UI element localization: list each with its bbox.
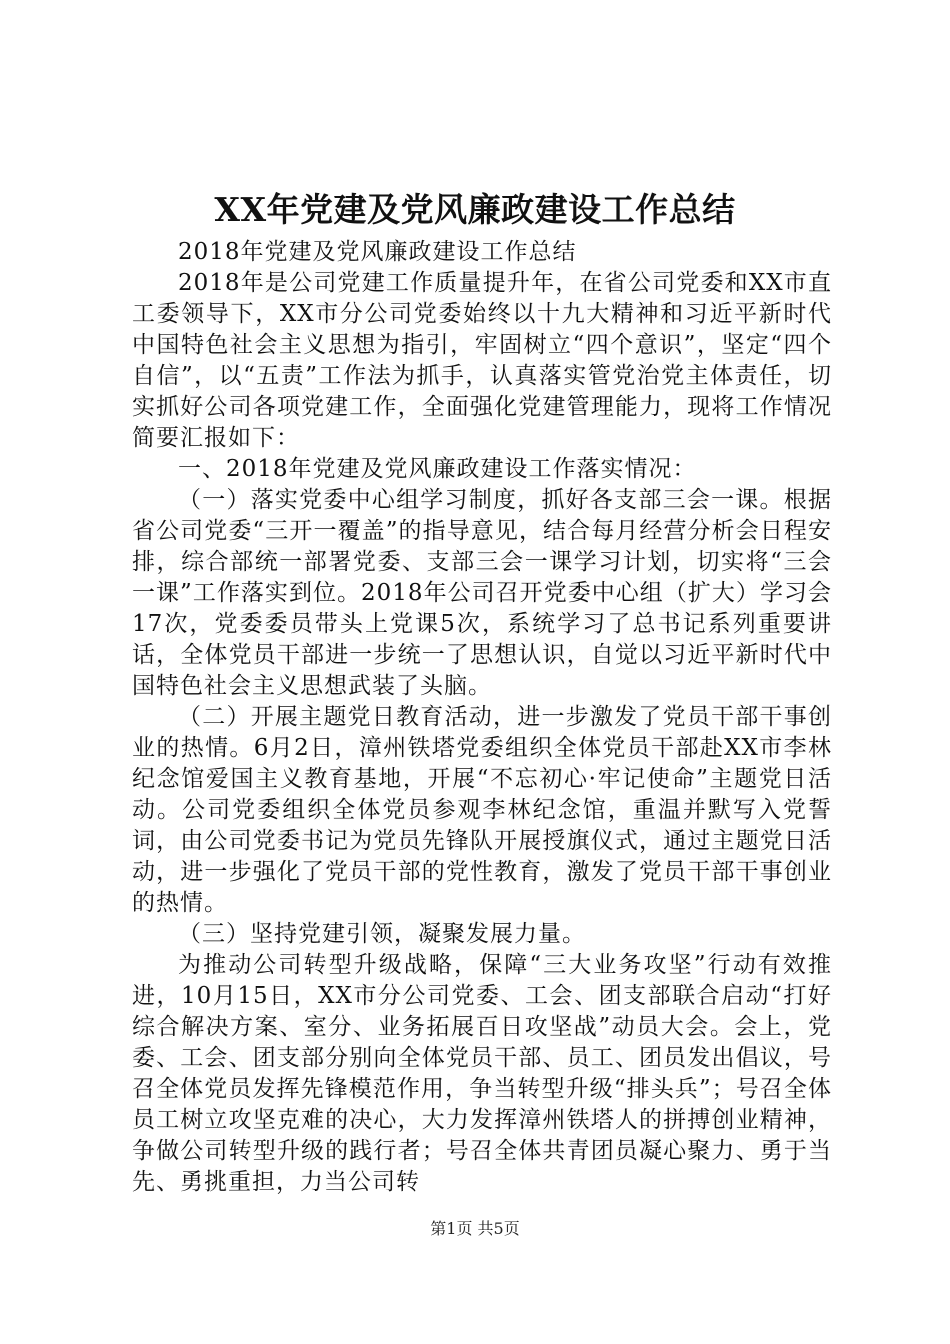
paragraph-intro: 2018年是公司党建工作质量提升年，在省公司党委和XX市直工委领导下，XX市分公司党委始终以十九大精神和习近平新时代中国特色社会主义思想为指引，牢固树立“四个意识”，坚定“四个自信”，以“五责”工作法为抓手，认真落实管党治党主体责任，切实抓好公司各项党建工作，全面强化党建管理能力，现将工作情况简要汇报如下： <box>132 270 832 451</box>
section-heading-1: 一、2018年党建及党风廉政建设工作落实情况： <box>178 456 697 482</box>
paragraph-item-3-body: 为推动公司转型升级战略，保障“三大业务攻坚”行动有效推进，10月15日，XX市分公司党委、工会、团支部联合启动“打好综合解决方案、室分、业务拓展百日攻坚战”动员大会。会上，党委、工会、团支部分别向全体党员干部、员工、团员发出倡议，号召全体党员发挥先锋模范作用，争当转型升级“排头兵”；号召全体员工树立攻坚克难的决心，大力发挥漳州铁塔人的拼搏创业精神，争做公司转型升级的践行者；号召全体共青团员凝心聚力、勇于当先、勇挑重担，力当公司转 <box>132 952 832 1195</box>
paragraph-subtitle: 2018年党建及党风廉政建设工作总结 <box>178 239 577 265</box>
paragraph-item-2: （二）开展主题党日教育活动，进一步激发了党员干部干事创业的热情。6月2日，漳州铁塔党委组织全体党员干部赴XX市李林纪念馆爱国主义教育基地，开展“不忘初心·牢记使命”主题党日活动。公司党委组织全体党员参观李林纪念馆，重温并默写入党誓词，由公司党委书记为党员先锋队开展授旗仪式，通过主题党日活动，进一步强化了党员干部的党性教育，激发了党员干部干事创业的热情。 <box>132 704 832 916</box>
page-footer: 第1页 共5页 <box>430 1219 520 1238</box>
document-title: XX年党建及党风廉政建设工作总结 <box>214 190 736 229</box>
paragraph-item-1: （一）落实党委中心组学习制度，抓好各支部三会一课。根据省公司党委“三开一覆盖”的指导意见，结合每月经营分析会日程安排，综合部统一部署党委、支部三会一课学习计划，切实将“三会一课”工作落实到位。2018年公司召开党委中心组（扩大）学习会17次，党委委员带头上党课5次，系统学习了总书记系列重要讲话，全体党员干部进一步统一了思想认识，自觉以习近平新时代中国特色社会主义思想武装了头脑。 <box>132 487 832 699</box>
paragraph-item-3-heading: （三）坚持党建引领，凝聚发展力量。 <box>178 921 586 947</box>
document-body <box>132 237 832 1198</box>
